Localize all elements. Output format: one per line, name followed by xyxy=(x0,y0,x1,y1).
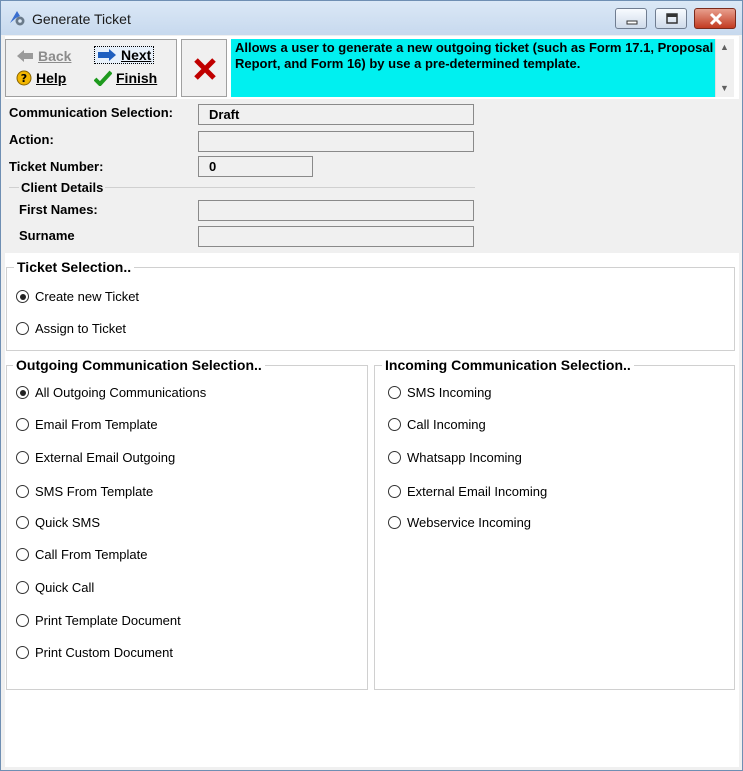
radio-call-incoming[interactable] xyxy=(388,417,486,432)
radio-webservice-incoming[interactable] xyxy=(388,515,531,530)
radio-label: Call Incoming xyxy=(407,417,486,432)
surname-field[interactable] xyxy=(198,226,474,247)
communication-selection-label: Communication Selection: xyxy=(9,105,173,120)
help-button[interactable] xyxy=(16,70,66,86)
radio-button[interactable] xyxy=(388,451,401,464)
radio-button-selected[interactable] xyxy=(16,290,29,303)
scroll-up-icon[interactable]: ▲ xyxy=(720,42,729,52)
surname-label: Surname xyxy=(19,228,75,243)
radio-button[interactable] xyxy=(388,386,401,399)
minimize-icon xyxy=(616,9,648,30)
close-icon xyxy=(695,9,737,30)
radio-label: Whatsapp Incoming xyxy=(407,450,522,465)
radio-button[interactable] xyxy=(16,322,29,335)
radio-create-new-ticket[interactable] xyxy=(16,289,139,304)
radio-email-from-template[interactable] xyxy=(16,417,158,432)
radio-button[interactable] xyxy=(388,516,401,529)
first-names-label: First Names: xyxy=(19,202,98,217)
minimize-button[interactable] xyxy=(615,8,647,29)
help-label: Help xyxy=(36,70,67,86)
action-field[interactable] xyxy=(198,131,474,152)
radio-whatsapp-incoming[interactable] xyxy=(388,450,522,465)
radio-button-selected[interactable] xyxy=(16,386,29,399)
red-x-icon xyxy=(193,57,217,81)
cancel-button[interactable] xyxy=(181,39,227,97)
radio-button[interactable] xyxy=(16,418,29,431)
radio-call-from-template[interactable] xyxy=(16,547,147,562)
radio-button[interactable] xyxy=(388,485,401,498)
first-names-field[interactable] xyxy=(198,200,474,221)
wizard-nav-panel xyxy=(5,39,177,97)
client-details-title: Client Details xyxy=(21,180,104,195)
radio-button[interactable] xyxy=(16,581,29,594)
radio-label: SMS From Template xyxy=(35,484,154,499)
radio-label: External Email Incoming xyxy=(407,484,548,499)
action-label: Action: xyxy=(9,132,54,147)
next-button[interactable] xyxy=(94,46,154,64)
radio-print-template-document[interactable] xyxy=(16,613,181,628)
radio-label: Create new Ticket xyxy=(35,289,140,304)
radio-quick-call[interactable] xyxy=(16,580,94,595)
radio-label: Assign to Ticket xyxy=(35,321,127,336)
close-button[interactable] xyxy=(694,8,736,29)
radio-label: Call From Template xyxy=(35,547,148,562)
maximize-icon xyxy=(656,9,688,30)
ticket-selection-title: Ticket Selection.. xyxy=(14,259,134,275)
incoming-selection-title: Incoming Communication Selection.. xyxy=(382,357,634,373)
radio-button[interactable] xyxy=(16,548,29,561)
scroll-down-icon[interactable]: ▼ xyxy=(720,83,729,93)
radio-quick-sms[interactable] xyxy=(16,515,100,530)
finish-button[interactable] xyxy=(94,70,157,86)
checkmark-icon xyxy=(94,70,112,86)
back-arrow-icon xyxy=(16,49,34,63)
finish-label: Finish xyxy=(116,70,158,86)
title-bar[interactable] xyxy=(1,1,742,35)
radio-label: Print Custom Document xyxy=(35,645,173,660)
back-button[interactable] xyxy=(16,48,71,64)
radio-label: Quick SMS xyxy=(35,515,101,530)
ticket-selection-group xyxy=(6,267,735,351)
maximize-button[interactable] xyxy=(655,8,687,29)
description-scrollbar[interactable] xyxy=(715,39,734,97)
outgoing-selection-title: Outgoing Communication Selection.. xyxy=(13,357,265,373)
radio-print-custom-document[interactable] xyxy=(16,645,173,660)
radio-button[interactable] xyxy=(16,451,29,464)
radio-button[interactable] xyxy=(16,614,29,627)
communication-selection-field[interactable]: Draft xyxy=(198,104,474,125)
radio-all-outgoing[interactable] xyxy=(16,385,206,400)
window-title: Generate Ticket xyxy=(32,11,131,27)
radio-label: All Outgoing Communications xyxy=(35,385,207,400)
radio-label: Webservice Incoming xyxy=(407,515,532,530)
radio-external-email-outgoing[interactable] xyxy=(16,450,175,465)
radio-sms-incoming[interactable] xyxy=(388,385,492,400)
radio-label: Print Template Document xyxy=(35,613,181,628)
radio-external-email-incoming[interactable] xyxy=(388,484,547,499)
radio-sms-from-template[interactable] xyxy=(16,484,153,499)
radio-button[interactable] xyxy=(16,485,29,498)
radio-button[interactable] xyxy=(16,646,29,659)
ticket-number-field[interactable]: 0 xyxy=(198,156,313,177)
radio-label: SMS Incoming xyxy=(407,385,492,400)
back-label: Back xyxy=(38,48,72,64)
radio-button[interactable] xyxy=(16,516,29,529)
next-arrow-icon xyxy=(97,48,117,62)
next-label: Next xyxy=(121,47,152,63)
radio-assign-to-ticket[interactable] xyxy=(16,321,126,336)
help-icon xyxy=(16,70,32,86)
radio-label: Quick Call xyxy=(35,580,95,595)
radio-label: External Email Outgoing xyxy=(35,450,176,465)
svg-text:?: ? xyxy=(20,72,28,85)
app-gear-icon xyxy=(8,9,26,27)
ticket-number-label: Ticket Number: xyxy=(9,159,104,174)
description-box: Allows a user to generate a new outgoing ticket (such as Form 17.1, Proposal Report, and Form 16) by use a pre-determined template. xyxy=(231,39,734,97)
radio-button[interactable] xyxy=(388,418,401,431)
radio-label: Email From Template xyxy=(35,417,158,432)
